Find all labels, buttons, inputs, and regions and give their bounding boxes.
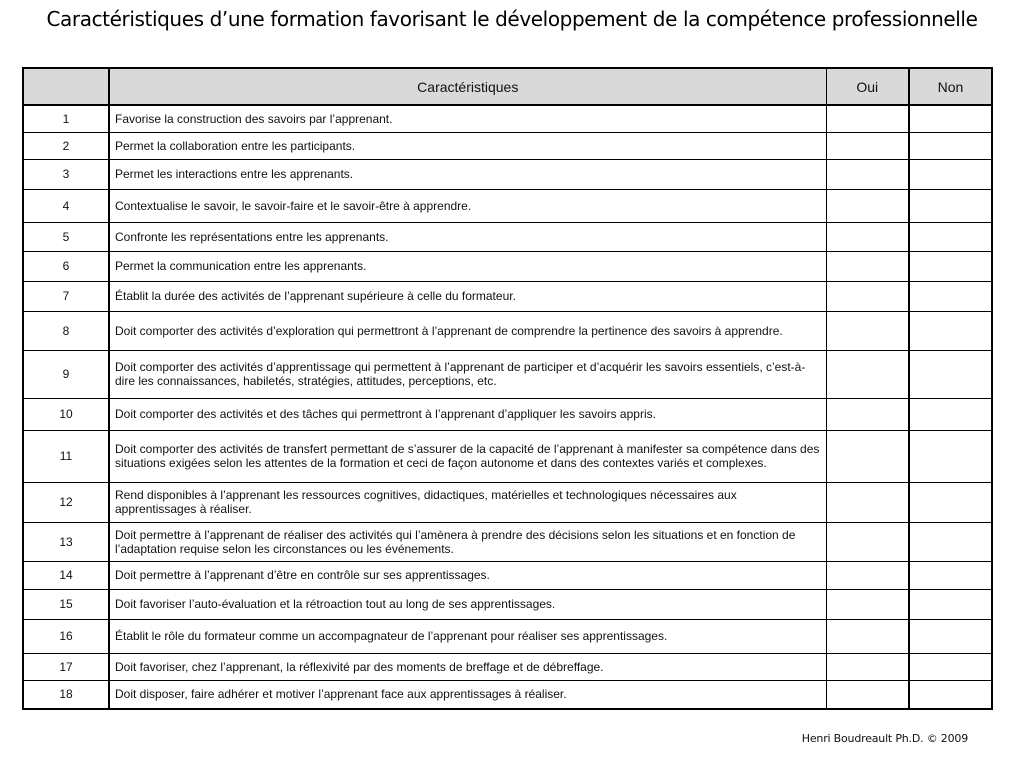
- row-number: 2: [23, 132, 109, 159]
- row-number: 11: [23, 430, 109, 482]
- row-characteristic: Doit permettre à l’apprenant d’être en contrôle sur ses apprentissages.: [109, 561, 826, 589]
- yes-checkbox-cell[interactable]: [826, 653, 909, 680]
- row-characteristic: Permet la communication entre les apprenants.: [109, 251, 826, 281]
- table-row: [23, 619, 992, 653]
- table-header-row: [23, 68, 992, 105]
- table-row: [23, 398, 992, 430]
- header-number: [23, 68, 109, 105]
- no-checkbox-cell[interactable]: [909, 251, 992, 281]
- row-number: 18: [23, 680, 109, 709]
- row-number: 4: [23, 189, 109, 222]
- yes-checkbox-cell[interactable]: [826, 251, 909, 281]
- yes-checkbox-cell[interactable]: [826, 561, 909, 589]
- row-number: 8: [23, 311, 109, 350]
- no-checkbox-cell[interactable]: [909, 589, 992, 619]
- no-checkbox-cell[interactable]: [909, 619, 992, 653]
- row-number: 12: [23, 482, 109, 522]
- no-checkbox-cell[interactable]: [909, 311, 992, 350]
- row-characteristic: Doit permettre à l’apprenant de réaliser des activités qui l’amènera à prendre des décisions selon les situations et en fonction de l’adaptation requise selon les circonstances ou les événements.: [109, 522, 826, 561]
- row-characteristic: Établit le rôle du formateur comme un accompagnateur de l’apprenant pour réaliser ses apprentissages.: [109, 619, 826, 653]
- row-number: 17: [23, 653, 109, 680]
- yes-checkbox-cell[interactable]: [826, 589, 909, 619]
- table-row: [23, 281, 992, 311]
- row-characteristic: Favorise la construction des savoirs par l’apprenant.: [109, 105, 826, 132]
- yes-checkbox-cell[interactable]: [826, 350, 909, 398]
- yes-checkbox-cell[interactable]: [826, 311, 909, 350]
- row-number: 6: [23, 251, 109, 281]
- yes-checkbox-cell[interactable]: [826, 619, 909, 653]
- row-number: 14: [23, 561, 109, 589]
- table-row: [23, 653, 992, 680]
- table-row: [23, 132, 992, 159]
- row-characteristic: Permet la collaboration entre les participants.: [109, 132, 826, 159]
- row-characteristic: Doit comporter des activités de transfert permettant de s’assurer de la capacité de l’apprenant à manifester sa compétence dans des situations exigées selon les attentes de la formation et ceci de façon autonome et dans des contextes variés et complexes.: [109, 430, 826, 482]
- characteristics-table: [22, 67, 993, 710]
- no-checkbox-cell[interactable]: [909, 522, 992, 561]
- page-title: Caractéristiques d’une formation favorisant le développement de la compétence professionnelle: [46, 7, 978, 31]
- yes-checkbox-cell[interactable]: [826, 159, 909, 189]
- no-checkbox-cell[interactable]: [909, 653, 992, 680]
- yes-checkbox-cell[interactable]: [826, 132, 909, 159]
- table-row: [23, 189, 992, 222]
- row-characteristic: Doit comporter des activités et des tâches qui permettront à l’apprenant d’appliquer les savoirs appris.: [109, 398, 826, 430]
- no-checkbox-cell[interactable]: [909, 398, 992, 430]
- no-checkbox-cell[interactable]: [909, 281, 992, 311]
- no-checkbox-cell[interactable]: [909, 132, 992, 159]
- header-yes: Oui: [826, 68, 909, 105]
- row-characteristic: Établit la durée des activités de l’apprenant supérieure à celle du formateur.: [109, 281, 826, 311]
- header-characteristics: Caractéristiques: [109, 68, 826, 105]
- row-characteristic: Doit favoriser, chez l’apprenant, la réflexivité par des moments de breffage et de débreffage.: [109, 653, 826, 680]
- no-checkbox-cell[interactable]: [909, 105, 992, 132]
- yes-checkbox-cell[interactable]: [826, 522, 909, 561]
- row-characteristic: Contextualise le savoir, le savoir-faire et le savoir-être à apprendre.: [109, 189, 826, 222]
- yes-checkbox-cell[interactable]: [826, 680, 909, 709]
- row-number: 3: [23, 159, 109, 189]
- row-number: 9: [23, 350, 109, 398]
- no-checkbox-cell[interactable]: [909, 680, 992, 709]
- no-checkbox-cell[interactable]: [909, 482, 992, 522]
- table-row: [23, 159, 992, 189]
- row-characteristic: Confronte les représentations entre les apprenants.: [109, 222, 826, 251]
- no-checkbox-cell[interactable]: [909, 159, 992, 189]
- no-checkbox-cell[interactable]: [909, 222, 992, 251]
- footer-credit: Henri Boudreault Ph.D. © 2009: [801, 732, 968, 745]
- row-characteristic: Doit disposer, faire adhérer et motiver l’apprenant face aux apprentissages à réaliser.: [109, 680, 826, 709]
- row-characteristic: Doit comporter des activités d’apprentissage qui permettent à l’apprenant de participer et d’acquérir les savoirs essentiels, c’est-à-dire les connaissances, habiletés, stratégies, attitudes, perceptions, etc.: [109, 350, 826, 398]
- yes-checkbox-cell[interactable]: [826, 281, 909, 311]
- table-row: [23, 680, 992, 709]
- row-characteristic: Permet les interactions entre les apprenants.: [109, 159, 826, 189]
- row-number: 1: [23, 105, 109, 132]
- row-number: 13: [23, 522, 109, 561]
- no-checkbox-cell[interactable]: [909, 430, 992, 482]
- yes-checkbox-cell[interactable]: [826, 398, 909, 430]
- yes-checkbox-cell[interactable]: [826, 189, 909, 222]
- yes-checkbox-cell[interactable]: [826, 105, 909, 132]
- table-row: [23, 350, 992, 398]
- row-number: 7: [23, 281, 109, 311]
- row-number: 16: [23, 619, 109, 653]
- row-number: 10: [23, 398, 109, 430]
- row-characteristic: Doit favoriser l’auto-évaluation et la rétroaction tout au long de ses apprentissages.: [109, 589, 826, 619]
- table-row: [23, 222, 992, 251]
- table-row: [23, 589, 992, 619]
- table-row: [23, 430, 992, 482]
- yes-checkbox-cell[interactable]: [826, 222, 909, 251]
- row-number: 5: [23, 222, 109, 251]
- no-checkbox-cell[interactable]: [909, 561, 992, 589]
- table-row: [23, 482, 992, 522]
- header-no: Non: [909, 68, 992, 105]
- row-characteristic: Doit comporter des activités d’exploration qui permettront à l’apprenant de comprendre la pertinence des savoirs à apprendre.: [109, 311, 826, 350]
- table-row: [23, 561, 992, 589]
- no-checkbox-cell[interactable]: [909, 189, 992, 222]
- table-row: [23, 251, 992, 281]
- table-row: [23, 311, 992, 350]
- table-row: [23, 522, 992, 561]
- table-row: [23, 105, 992, 132]
- yes-checkbox-cell[interactable]: [826, 430, 909, 482]
- yes-checkbox-cell[interactable]: [826, 482, 909, 522]
- row-characteristic: Rend disponibles à l’apprenant les ressources cognitives, didactiques, matérielles et technologiques nécessaires aux apprentissages à réaliser.: [109, 482, 826, 522]
- row-number: 15: [23, 589, 109, 619]
- no-checkbox-cell[interactable]: [909, 350, 992, 398]
